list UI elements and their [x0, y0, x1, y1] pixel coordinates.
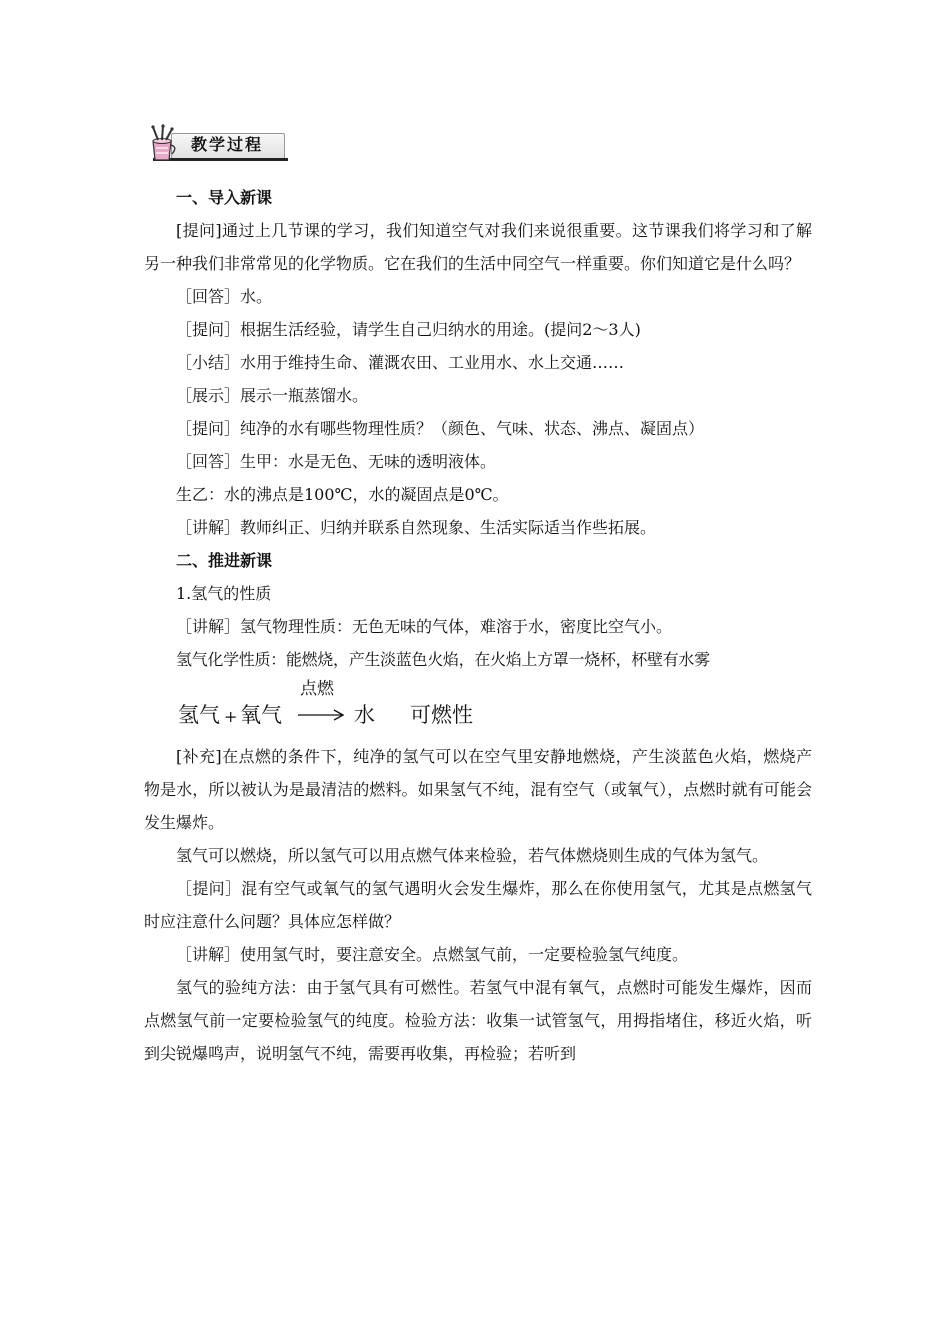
paragraph: 氢气的验纯方法：由于氢气具有可燃性。若氢气中混有氧气，点燃时可能发生爆炸，因而点燃氢气前一定要检验氢气的纯度。检验方法：收集一试管氢气，用拇指堵住，移近火焰，听到尖锐爆鸣声，说明氢气不纯，需要再收集，再检验；若听到: [144, 978, 812, 1063]
paragraph: ［回答］水。: [176, 287, 273, 306]
section-badge: [143, 124, 288, 164]
paragraph: ［讲解］使用氢气时，要注意安全。点燃氢气前，一定要检验氢气纯度。: [176, 945, 689, 964]
paragraph: ［提问］混有空气或氧气的氢气遇明火会发生爆炸，那么在你使用氢气，尤其是点燃氢气时应注意什么问题？具体应怎样做？: [144, 879, 812, 931]
paragraph: ［展示］展示一瓶蒸馏水。: [176, 386, 369, 405]
equation-condition: 点燃: [300, 679, 334, 699]
paragraph: ［回答］生甲：水是无色、无味的透明液体。: [176, 452, 497, 471]
section-heading: 二、推进新课: [176, 551, 273, 570]
paragraph: [补充]在点燃的条件下，纯净的氢气可以在空气里安静地燃烧，产生淡蓝色火焰，燃烧产物是水，所以被认为是最清洁的燃料。如果氢气不纯，混有空气（或氧气），点燃时就有可能会发生爆炸。: [144, 747, 812, 832]
equation-plus: +: [224, 707, 238, 726]
reaction-arrow-icon: [298, 708, 344, 722]
paragraph: ［讲解］氢气物理性质：无色无味的气体，难溶于水，密度比空气小。: [176, 617, 673, 636]
pencil-cup-icon: [143, 124, 183, 164]
paragraph: ［讲解］教师纠正、归纳并联系自然现象、生活实际适当作些拓展。: [176, 518, 657, 537]
paragraph: ［提问］根据生活经验，请学生自己归纳水的用途。(提问2～3人): [176, 320, 641, 339]
paragraph: 1.氢气的性质: [176, 584, 272, 603]
paragraph: 氢气可以燃烧，所以氢气可以用点燃气体来检验，若气体燃烧则生成的气体为氢气。: [176, 846, 769, 865]
paragraph: [提问]通过上几节课的学习，我们知道空气对我们来说很重要。这节课我们将学习和了解另一种我们非常常见的化学物质。它在我们的生活中同空气一样重要。你们知道它是什么吗？: [144, 221, 812, 273]
section-title: 教学过程: [191, 135, 264, 154]
paragraph: ［小结］水用于维持生命、灌溉农田、工业用水、水上交通……: [176, 353, 625, 372]
equation-reactant: 氢气: [178, 703, 220, 727]
paragraph: 氢气化学性质：能燃烧，产生淡蓝色火焰，在火焰上方罩一烧杯，杯壁有水雾: [176, 650, 710, 669]
equation-product: 水: [354, 703, 375, 727]
word-equation: [178, 676, 812, 740]
paragraph: ［提问］纯净的水有哪些物理性质？（颜色、气味、状态、沸点、凝固点）: [176, 419, 705, 438]
equation-reactant: 氧气: [240, 703, 282, 727]
document-body: [144, 181, 812, 1070]
paragraph: 生乙：水的沸点是100℃，水的凝固点是0℃。: [176, 485, 509, 504]
section-heading: 一、导入新课: [176, 188, 273, 207]
equation-property: 可燃性: [410, 703, 473, 727]
